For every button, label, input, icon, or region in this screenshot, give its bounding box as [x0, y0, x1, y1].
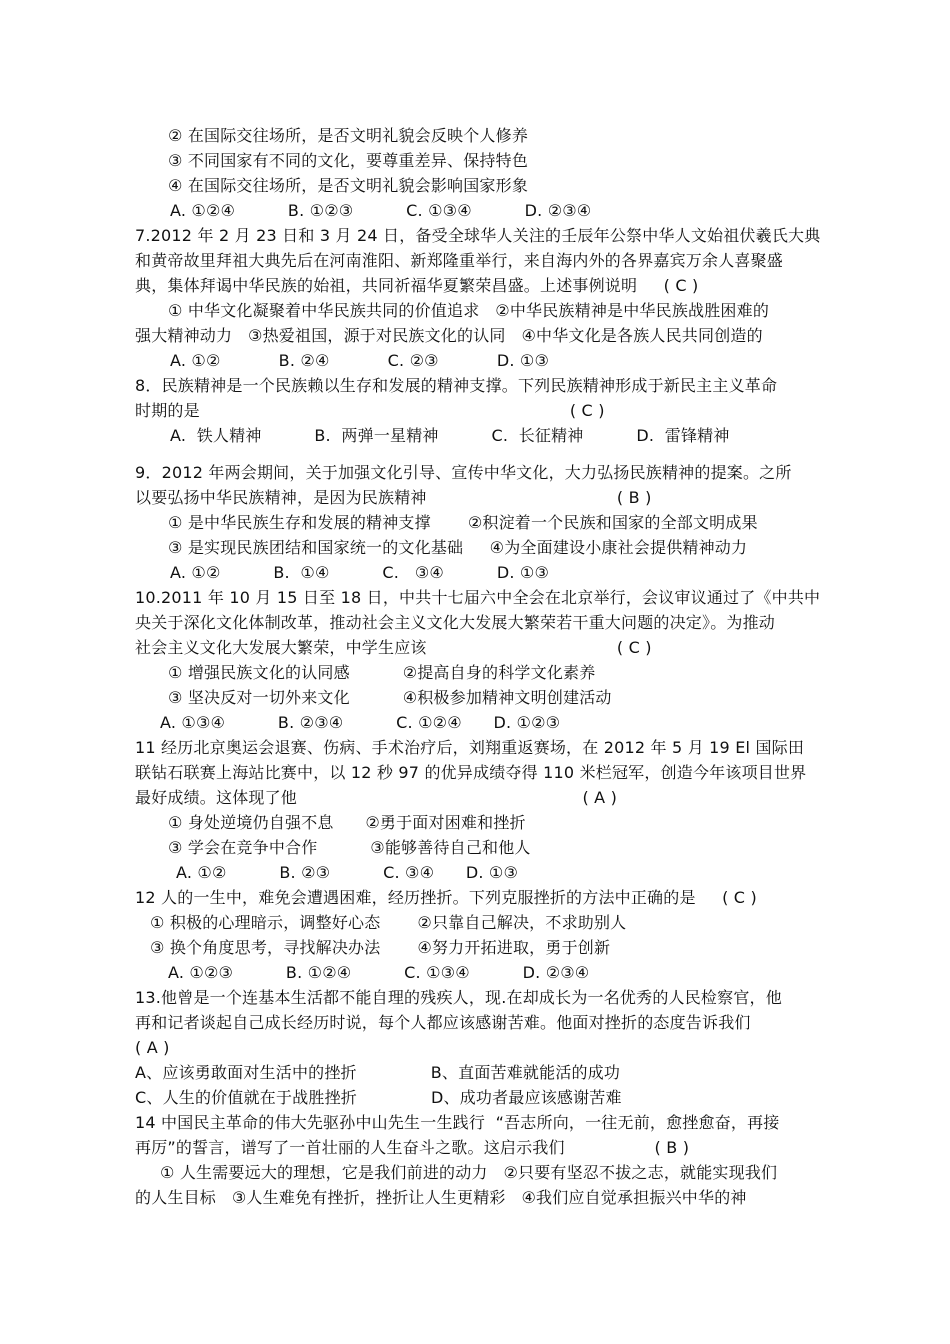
text-line: 最好成绩。这体现了他 ( A ): [135, 788, 618, 807]
text-line: ① 是中华民族生存和发展的精神支撑 ②积淀着一个民族和国家的全部文明成果: [168, 513, 758, 532]
text-line: 和黄帝故里拜祖大典先后在河南淮阳、新郑隆重举行，来自海内外的各界嘉宾万余人喜聚盛: [135, 251, 784, 270]
answer-options: A. ①②④ B. ①②③ C. ①③④ D. ②③④: [170, 201, 592, 220]
text-line: ① 积极的心理暗示，调整好心态 ②只靠自己解决，不求助别人: [150, 913, 627, 932]
text-line: 强大精神动力 ③热爱祖国，源于对民族文化的认同 ④中华文化是各族人民共同创造的: [135, 326, 763, 345]
answer-options: A. ①③④ B. ②③④ C. ①②④ D. ①②③: [160, 713, 561, 732]
text-line: 央关于深化文化体制改革，推动社会主义文化大发展大繁荣若干重大问题的决定》。为推动: [135, 613, 776, 632]
question-9: 9．2012 年两会期间，关于加强文化引导、宣传中华文化，大力弘扬民族精神的提案。之所: [135, 463, 792, 482]
question-12: 12 人的一生中，难免会遭遇困难，经历挫折。下列克服挫折的方法中正确的是 ( C ): [135, 888, 757, 907]
text-line: 社会主义文化大发展大繁荣，中学生应该 ( C ): [135, 638, 652, 657]
text-line: 时期的是 ( C ): [135, 401, 605, 420]
question-10: 10.2011 年 10 月 15 日至 18 日，中共十七届六中全会在北京举行，会议审议通过了《中共中: [135, 588, 821, 607]
answer-options: A、应该勇敢面对生活中的挫折 B、直面苦难就能活的成功: [135, 1063, 621, 1082]
text-line: ③ 换个角度思考，寻找解决办法 ④努力开拓进取，勇于创新: [150, 938, 611, 957]
question-14: 14 中国民主革命的伟大先驱孙中山先生一生践行 “吾志所向，一往无前，愈挫愈奋，再接: [135, 1113, 780, 1132]
text-line: ① 人生需要远大的理想，它是我们前进的动力 ②只要有坚忍不拔之志，就能实现我们: [160, 1163, 778, 1182]
answer-options: A. ①② B. ①④ C. ③④ D. ①③: [170, 563, 550, 582]
answer-options: A. ①②③ B. ①②④ C. ①③④ D. ②③④: [168, 963, 590, 982]
text-line: ② 在国际交往场所，是否文明礼貌会反映个人修养: [168, 126, 529, 145]
text-line: 再和记者谈起自己成长经历时说，每个人都应该感谢苦难。他面对挫折的态度告诉我们: [135, 1013, 751, 1032]
text-line: 联钻石联赛上海站比赛中，以 12 秒 97 的优异成绩夺得 110 米栏冠军，创造今年该项目世界: [135, 763, 807, 782]
answer-options: C、人生的价值就在于战胜挫折 D、成功者最应该感谢苦难: [135, 1088, 622, 1107]
question-7: 7.2012 年 2 月 23 日和 3 月 24 日，备受全球华人关注的壬辰年公祭中华人文始祖伏羲氏大典: [135, 226, 821, 245]
text-line: ① 增强民族文化的认同感 ②提高自身的科学文化素养: [168, 663, 596, 682]
question-13: 13.他曾是一个连基本生活都不能自理的残疾人，现.在却成长为一名优秀的人民检察官，他: [135, 988, 782, 1007]
answer-options: A. ①② B. ②④ C. ②③ D. ①③: [170, 351, 550, 370]
text-line: ① 身处逆境仍自强不息 ②勇于面对困难和挫折: [168, 813, 526, 832]
text-line: 的人生目标 ③人生难免有挫折，挫折让人生更精彩 ④我们应自觉承担振兴中华的神: [135, 1188, 747, 1207]
question-8: 8．民族精神是一个民族赖以生存和发展的精神支撑。下列民族精神形成于新民主主义革命: [135, 376, 778, 395]
text-line: ( A ): [135, 1038, 170, 1057]
question-11: 11 经历北京奥运会退赛、伤病、手术治疗后，刘翔重返赛场，在 2012 年 5 月 19 El 国际田: [135, 738, 805, 757]
text-line: ③ 学会在竞争中合作 ③能够善待自己和他人: [168, 838, 531, 857]
text-line: 以要弘扬中华民族精神，是因为民族精神 ( B ): [135, 488, 652, 507]
answer-options: A. ①② B. ②③ C. ③④ D. ①③: [176, 863, 519, 882]
text-line: ③ 坚决反对一切外来文化 ④积极参加精神文明创建活动: [168, 688, 612, 707]
text-line: ③ 是实现民族团结和国家统一的文化基础 ④为全面建设小康社会提供精神动力: [168, 538, 748, 557]
text-line: ① 中华文化凝聚着中华民族共同的价值追求 ②中华民族精神是中华民族战胜困难的: [168, 301, 770, 320]
answer-options: A. 铁人精神 B. 两弹一星精神 C. 长征精神 D. 雷锋精神: [170, 426, 730, 445]
text-line: ④ 在国际交往场所，是否文明礼貌会影响国家形象: [168, 176, 529, 195]
text-line: 典，集体拜谒中华民族的始祖，共同祈福华夏繁荣昌盛。上述事例说明 ( C ): [135, 276, 699, 295]
text-line: 再厉”的誓言，谱写了一首壮丽的人生奋斗之歌。这启示我们 ( B ): [135, 1138, 690, 1157]
text-line: ③ 不同国家有不同的文化，要尊重差异、保持特色: [168, 151, 529, 170]
